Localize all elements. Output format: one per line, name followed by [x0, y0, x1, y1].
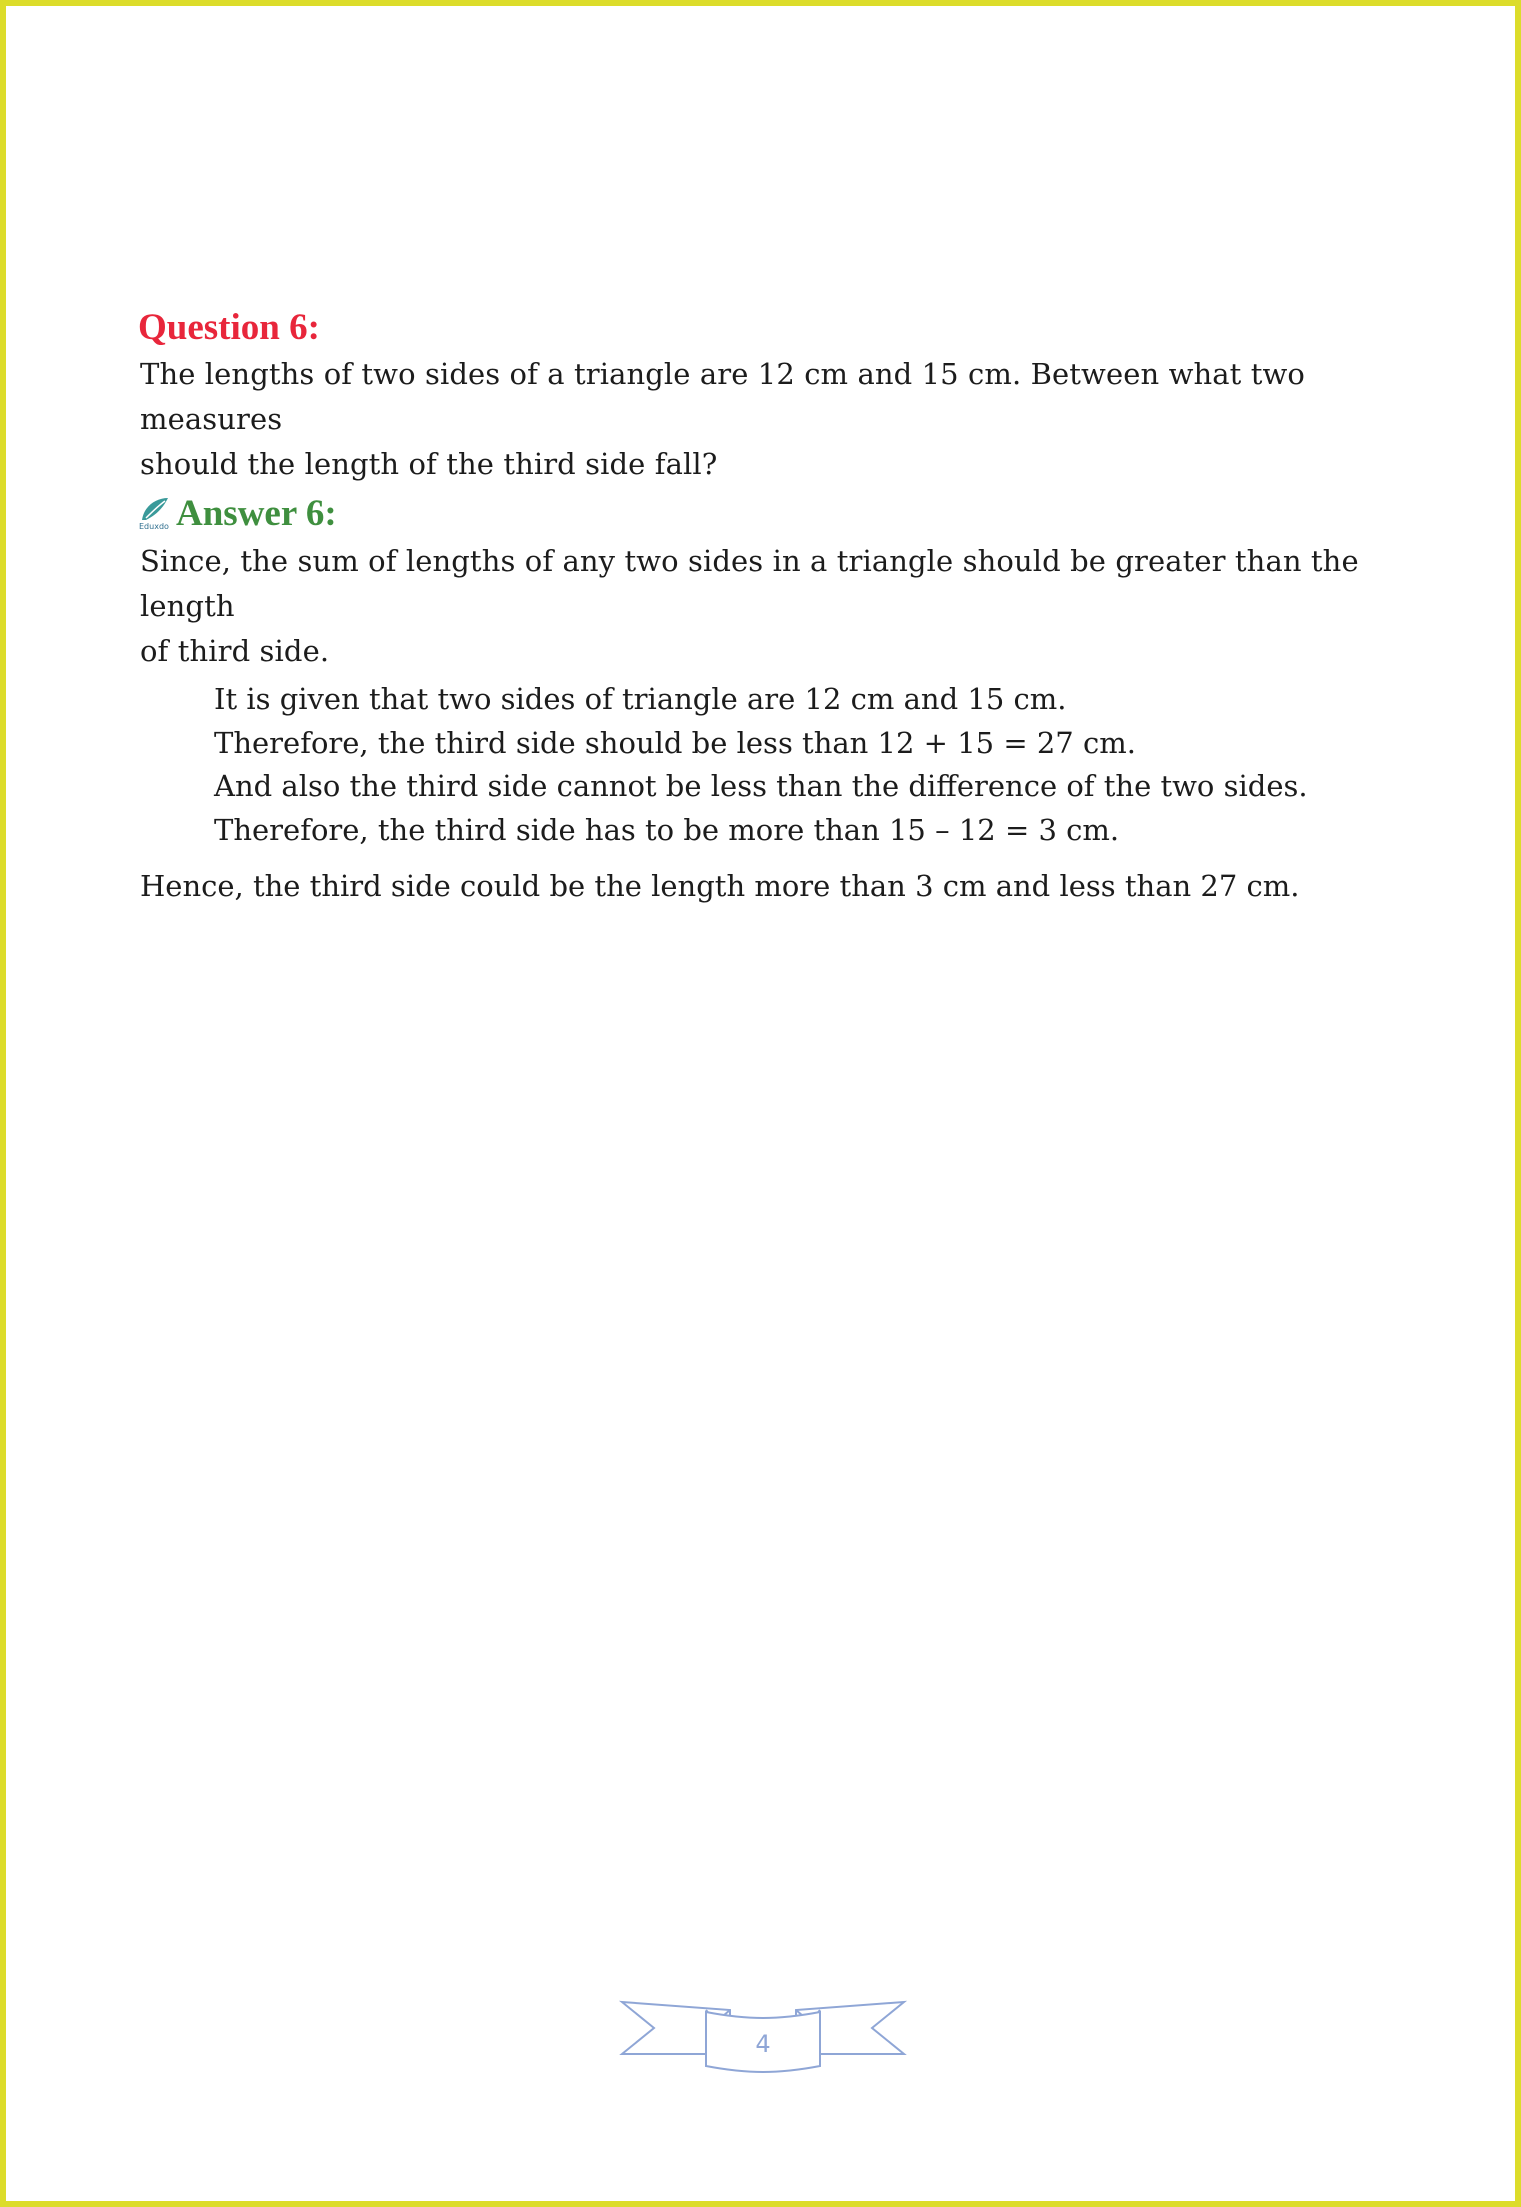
answer-conclusion: Hence, the third side could be the length more than 3 cm and less than 27 cm. [140, 869, 1300, 903]
answer-heading: Answer 6: [176, 493, 337, 534]
answer-intro-line-2: of third side. [140, 634, 330, 668]
answer-step-3: And also the third side cannot be less than the difference of the two sides. [214, 769, 1308, 803]
question-text-line-1: The lengths of two sides of a triangle are 12 cm and 15 cm. Between what two measures [140, 357, 1305, 436]
answer-step-2: Therefore, the third side should be less than 12 + 15 = 27 cm. [214, 725, 1136, 760]
question-text-line-2: should the length of the third side fall? [140, 447, 718, 481]
svg-text:Eduxdo: Eduxdo [139, 522, 169, 531]
answer-intro-line-1: Since, the sum of lengths of any two sides in a triangle should be greater than the length [140, 544, 1359, 623]
answer-logo-icon [138, 496, 172, 532]
answer-steps [134, 678, 1414, 852]
answer-heading-row [138, 489, 1414, 539]
answer-step-4: Therefore, the third side has to be more than 15 – 12 = 3 cm. [214, 812, 1120, 847]
page-number: 4 [755, 2030, 771, 2058]
content-area [134, 306, 1414, 909]
question-heading: Question 6: [138, 307, 320, 348]
answer-step-1: It is given that two sides of triangle are 12 cm and 15 cm. [214, 682, 1067, 716]
